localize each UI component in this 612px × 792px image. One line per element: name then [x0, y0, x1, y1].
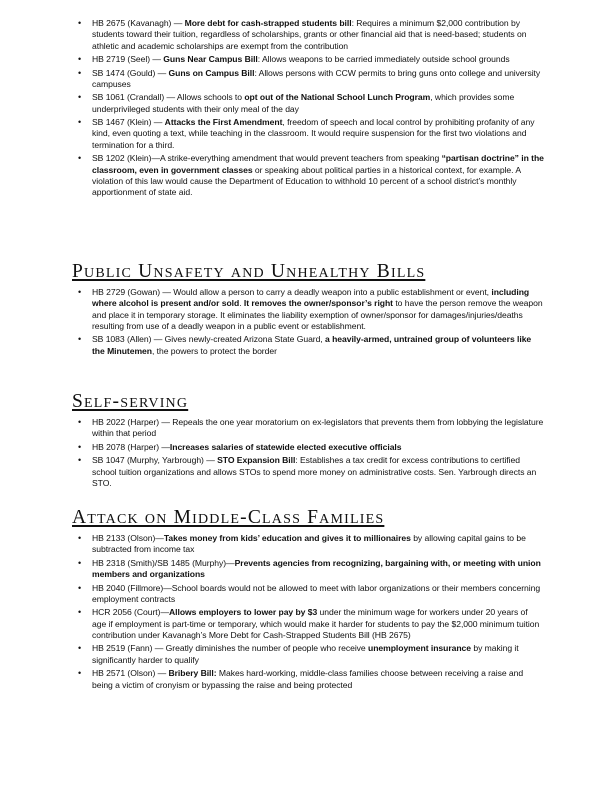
- bill-emphasis: Guns Near Campus Bill: [163, 54, 258, 65]
- bill-emphasis: including where alcohol is present and/or sold: [92, 287, 530, 309]
- section-heading-public-unsafety: Public Unsafety and Unhealthy Bills: [72, 261, 426, 282]
- list-item: [78, 668, 544, 691]
- list-item: [78, 557, 544, 581]
- list-item: [78, 54, 544, 65]
- bill-text: HB 2022 (Harper) — Repeals the one year moratorium on ex-legislators that prevents them from lobbying the legislature within that period: [92, 417, 544, 439]
- bill-emphasis: It removes the owner/sponsor’s right: [243, 298, 393, 309]
- bill-text: : Allows weapons to be carried immediately outside school grounds: [257, 54, 510, 65]
- list-item: [78, 417, 544, 440]
- bill-text: : Establishes a tax credit for excess contributions to certified school tuition organizations and allows STOs to spend more money on administrative costs. Sen. Yarbrough directs an STO.: [92, 455, 537, 488]
- bullet-icon: •: [78, 54, 82, 65]
- bullet-icon: •: [78, 607, 82, 618]
- list-item: [78, 67, 544, 91]
- list-item: [78, 607, 544, 641]
- bullet-icon: •: [78, 287, 82, 297]
- bill-emphasis: a heavily-armed, untrained group of volunteers like the Minutemen: [92, 334, 532, 356]
- bullet-icon: •: [78, 582, 82, 593]
- bill-text: : Allows persons with CCW permits to bring guns onto college and university campuses: [92, 67, 541, 89]
- bill-text: SB 1202 (Klein)—A strike-everything amendment that would prevent teachers from speaking: [92, 153, 442, 164]
- bullet-icon: •: [78, 153, 82, 164]
- bill-text: HB 2571 (Olson) —: [92, 668, 169, 679]
- bill-emphasis: unemployment insurance: [368, 643, 472, 654]
- list-item: [78, 533, 544, 556]
- bill-text: , freedom of speech and local control by prohibiting profanity of any kind, even quoting a text, while teaching in the classroom. It would require suspension for the first two violations and termination for a third.: [92, 117, 535, 150]
- bullet-icon: •: [78, 533, 82, 543]
- bill-text: by allowing capital gains to be subtracted from income tax: [92, 533, 526, 555]
- bill-text: to have the person remove the weapon and place it in temporary storage. It eliminates the liability exemption of owner/sponsor for damages/injuries/deaths resulting from use of a deadly weapon in a public event or establishment.: [92, 298, 543, 331]
- section-heading-middle-class: Attack on Middle-Class Families: [72, 507, 385, 528]
- bill-emphasis: Guns on Campus Bill: [168, 67, 255, 78]
- bill-text: HB 2040 (Fillmore)—School boards would not be allowed to meet with labor organizations or their members concerning employment contracts: [92, 582, 541, 604]
- bill-text: or speaking about political parties in a historical context, for example. A violation of this law would cause the Department of Education to withhold 10 percent of a school district’s monthly apportionment of state aid.: [92, 164, 521, 198]
- bill-text: HB 2675 (Kavanagh) —: [92, 18, 185, 28]
- bill-text: HB 2318 (Smith)/SB 1485 (Murphy)—: [92, 557, 235, 568]
- bill-text: SB 1474 (Gould) —: [92, 67, 169, 78]
- list-item: [78, 643, 544, 666]
- bill-emphasis: STO Expansion Bill: [217, 455, 296, 466]
- bill-list-education: [78, 18, 544, 201]
- list-item: [78, 441, 544, 453]
- list-item: [78, 117, 544, 151]
- bill-list-public-unsafety: [78, 287, 544, 359]
- bill-text: HB 2719 (Seel) —: [92, 54, 164, 65]
- bill-text: SB 1047 (Murphy, Yarbrough) —: [92, 455, 218, 466]
- bill-text: HB 2519 (Fann) — Greatly diminishes the number of people who receive: [92, 643, 368, 654]
- section-heading-self-serving: Self-serving: [72, 391, 189, 412]
- bill-emphasis: opt out of the National School Lunch Program: [244, 92, 431, 103]
- bill-text: HB 2729 (Gowan) — Would allow a person to carry a deadly weapon into a public establishment or event,: [92, 287, 492, 297]
- bill-text: , which provides some underprivileged students with their only meal of the day: [92, 92, 515, 114]
- bill-text: SB 1467 (Klein) —: [92, 117, 165, 128]
- bullet-icon: •: [78, 67, 82, 78]
- bullet-icon: •: [78, 417, 82, 427]
- bill-emphasis: Attacks the First Amendment: [164, 117, 283, 128]
- bullet-icon: •: [78, 18, 82, 28]
- bullet-icon: •: [78, 557, 82, 568]
- bill-text: SB 1083 (Allen) — Gives newly-created Arizona State Guard,: [92, 334, 326, 345]
- list-item: [78, 334, 544, 357]
- bill-text: HB 2078 (Harper) —: [92, 441, 170, 452]
- list-item: [78, 287, 544, 332]
- bullet-icon: •: [78, 334, 82, 345]
- bill-text: by making it significantly harder to qualify: [92, 643, 519, 665]
- bullet-icon: •: [78, 441, 82, 452]
- bill-emphasis: Increases salaries of statewide elected executive officials: [169, 441, 402, 452]
- bullet-icon: •: [78, 455, 82, 466]
- bullet-icon: •: [78, 643, 82, 654]
- bill-emphasis: Allows employers to lower pay by $3: [169, 607, 318, 618]
- bill-emphasis: More debt for cash-strapped students bill: [184, 18, 352, 28]
- bill-list-self-serving: [78, 417, 544, 491]
- bullet-icon: •: [78, 92, 82, 103]
- bill-text: .: [239, 298, 244, 309]
- bill-list-middle-class: [78, 533, 544, 693]
- list-item: [78, 153, 544, 198]
- bill-text: HCR 2056 (Court)—: [92, 607, 169, 618]
- list-item: [78, 582, 544, 606]
- bill-emphasis: “partisan doctrine” in the classroom, even in government classes: [92, 153, 544, 175]
- bill-text: SB 1061 (Crandall) — Allows schools to: [92, 92, 245, 103]
- list-item: [78, 455, 544, 489]
- bill-text: HB 2133 (Olson)—: [92, 533, 164, 543]
- bill-emphasis: Takes money from kids’ education and gives it to millionaires: [163, 533, 411, 543]
- bill-text: , the powers to protect the border: [152, 345, 277, 356]
- bill-text: under the minimum wage for workers under 20 years of age if employment is part-time or temporary, which would make it harder for students to pay the $2,000 minimum tuition contribution under Kavanagh’s More Debt for Cash-Strapped Students Bill (HB 2675): [92, 607, 540, 640]
- list-item: [78, 92, 544, 115]
- bill-emphasis: Bribery Bill:: [168, 668, 217, 679]
- list-item: [78, 18, 544, 52]
- bill-text: Makes hard-working, middle-class families choose between receiving a raise and being a victim of cronyism or bypassing the raise and being protected: [92, 668, 524, 690]
- bullet-icon: •: [78, 117, 82, 128]
- bullet-icon: •: [78, 668, 82, 679]
- bill-text: : Requires a minimum $2,000 contribution by students toward their tuition, regardless of scholarships, grants or other financial aid that is need-based; students on athletic and academic scholarships are exempt from the contribution: [92, 18, 527, 51]
- bill-emphasis: Prevents agencies from recognizing, bargaining with, or meeting with union members and organizations: [92, 557, 541, 580]
